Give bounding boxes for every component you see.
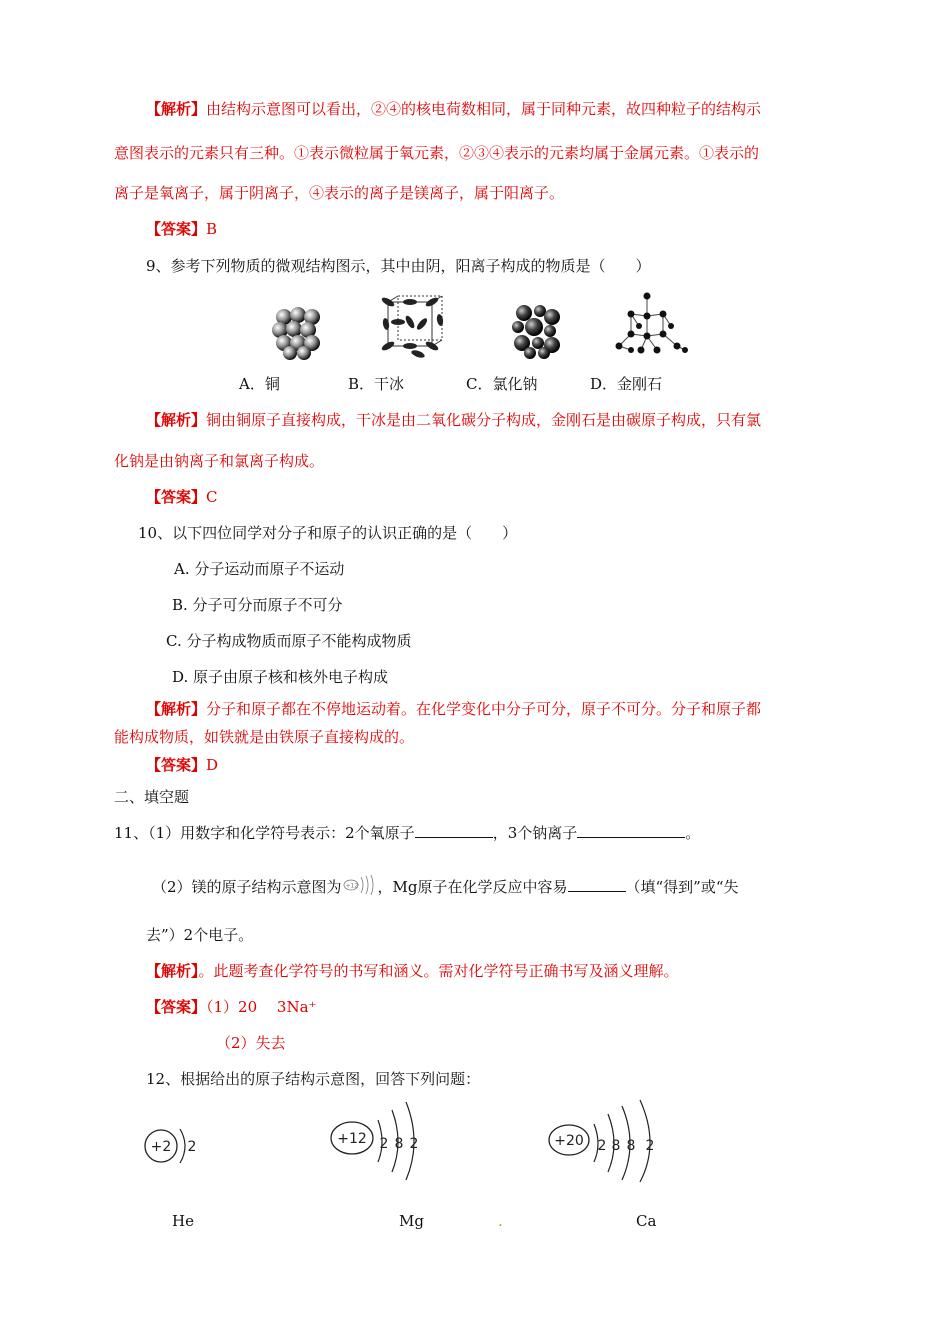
q10-analysis-line2: 能构成物质，如铁就是由铁原子直接构成的。: [114, 728, 415, 746]
ca-shell-4: 2: [645, 1138, 655, 1154]
q8-answer: [146, 219, 217, 239]
he-nucleus-label: +2: [150, 1139, 172, 1155]
he-shell-1: 2: [187, 1139, 197, 1155]
q10-stem: 10、以下四位同学对分子和原子的认识正确的是（ ）: [138, 524, 518, 542]
q11-analysis-text: 。此题考查化学符号的书写和涵义。需对化学符号正确书写及涵义理解。: [198, 962, 679, 980]
analysis-label: 【解析】: [146, 962, 199, 980]
q9-option-c: C．氯化钠: [466, 375, 538, 393]
ca-shell-2: 8: [611, 1138, 621, 1154]
analysis-label: 【解析】: [146, 700, 207, 718]
mg-nucleus-label: +12: [337, 1131, 367, 1147]
q11-line2-c: （填“得到”或“失: [625, 878, 739, 896]
q10-option-d: D. 原子由原子核和核外电子构成: [172, 668, 389, 686]
q11-line2: [152, 873, 739, 897]
answer-label: 【答案】: [146, 220, 207, 238]
q11-answer-2: （2）失去: [216, 1034, 286, 1052]
q11-line1: [114, 823, 700, 843]
q9-analysis-line2: 化钠是由钠离子和氯离子构成。: [114, 452, 325, 470]
he-atom-diagram: [140, 1115, 220, 1175]
q11-line1-a: 11、（1）用数字和化学符号表示：2个氧原子: [114, 824, 415, 842]
ca-atom-diagram: [544, 1098, 664, 1183]
answer-label: 【答案】: [146, 998, 207, 1016]
q10-option-c: C. 分子构成物质而原子不能构成物质: [166, 632, 412, 650]
copper-structure-image: [268, 301, 326, 361]
answer-blank-3[interactable]: [568, 877, 626, 892]
dry-ice-structure-image: [378, 292, 446, 362]
q8-analysis-line2: 意图表示的元素只有三种。①表示微粒属于氧元素，②③④表示的元素均属于金属元素。①表示的: [114, 144, 760, 162]
mg-atom-diagram: [324, 1098, 434, 1183]
q11-answer-1: [146, 997, 316, 1017]
ca-shell-3: 8: [626, 1138, 636, 1154]
mg-shell-1: 2: [379, 1136, 389, 1152]
mg-label: Mg: [399, 1212, 424, 1230]
sodium-chloride-structure-image: [506, 299, 564, 361]
q8-analysis-line3: 离子是氧离子，属于阴离子，④表示的离子是镁离子，属于阳离子。: [114, 184, 565, 202]
ca-shell-1: 2: [597, 1138, 607, 1154]
q10-analysis-line1: [146, 699, 761, 719]
section-heading: 二、填空题: [114, 788, 190, 806]
q9-answer: [146, 487, 218, 507]
svg-text:+12: +12: [345, 882, 358, 890]
analysis-label: 【解析】: [146, 100, 207, 118]
q11-line2-a: （2）镁的原子结构示意图为: [152, 878, 342, 896]
mg-shell-3: 2: [409, 1136, 419, 1152]
answer-blank-1[interactable]: [415, 823, 493, 838]
q11-line3: 去”）2个电子。: [146, 926, 254, 944]
stray-dot: .: [498, 1212, 503, 1230]
analysis-label: 【解析】: [146, 411, 207, 429]
mg-mini-diagram-image: [342, 873, 378, 895]
q9-analysis-text1: 铜由铜原子直接构成，干冰是由二氧化碳分子构成，金刚石是由碳原子构成，只有氯: [206, 411, 762, 429]
answer-label: 【答案】: [146, 488, 207, 506]
answer-value: D: [206, 756, 219, 774]
ca-nucleus-label: +20: [554, 1133, 584, 1149]
q11-analysis: [146, 961, 679, 981]
mg-shell-2: 8: [394, 1136, 404, 1152]
q9-stem: 9、参考下列物质的微观结构图示，其中由阴，阳离子构成的物质是（ ）: [146, 257, 651, 275]
q10-option-b: B. 分子可分而原子不可分: [172, 596, 343, 614]
q9-option-b: B．干冰: [348, 375, 405, 393]
answer-label: 【答案】: [146, 756, 207, 774]
q9-option-d: D．金刚石: [590, 375, 663, 393]
ca-label: Ca: [636, 1212, 657, 1230]
q10-answer: [146, 755, 218, 775]
he-label: He: [172, 1212, 194, 1230]
q11-line1-b: ，3个钠离子: [492, 824, 578, 842]
answer-blank-2[interactable]: [577, 823, 685, 838]
diamond-structure-image: [611, 290, 689, 362]
q11-line1-c: 。: [685, 824, 701, 842]
q9-analysis-line1: [146, 410, 761, 430]
q10-analysis-text1: 分子和原子都在不停地运动着。在化学变化中分子可分，原子不可分。分子和原子都: [206, 700, 762, 718]
q8-analysis-line1: [146, 99, 761, 119]
answer-value: B: [206, 220, 218, 238]
q11-line2-b: ，Mg原子在化学反应中容易: [377, 878, 568, 896]
answer-value: C: [206, 488, 218, 506]
q11-answer1-value: （1）20 3Na⁺: [206, 998, 317, 1016]
q12-stem: 12、根据给出的原子结构示意图，回答下列问题：: [146, 1070, 481, 1088]
q8-analysis-text1: 由结构示意图可以看出，②④的核电荷数相同，属于同种元素，故四种粒子的结构示: [206, 100, 762, 118]
q9-option-a: A．铜: [239, 375, 280, 393]
q10-option-a: A. 分子运动而原子不运动: [174, 560, 345, 578]
